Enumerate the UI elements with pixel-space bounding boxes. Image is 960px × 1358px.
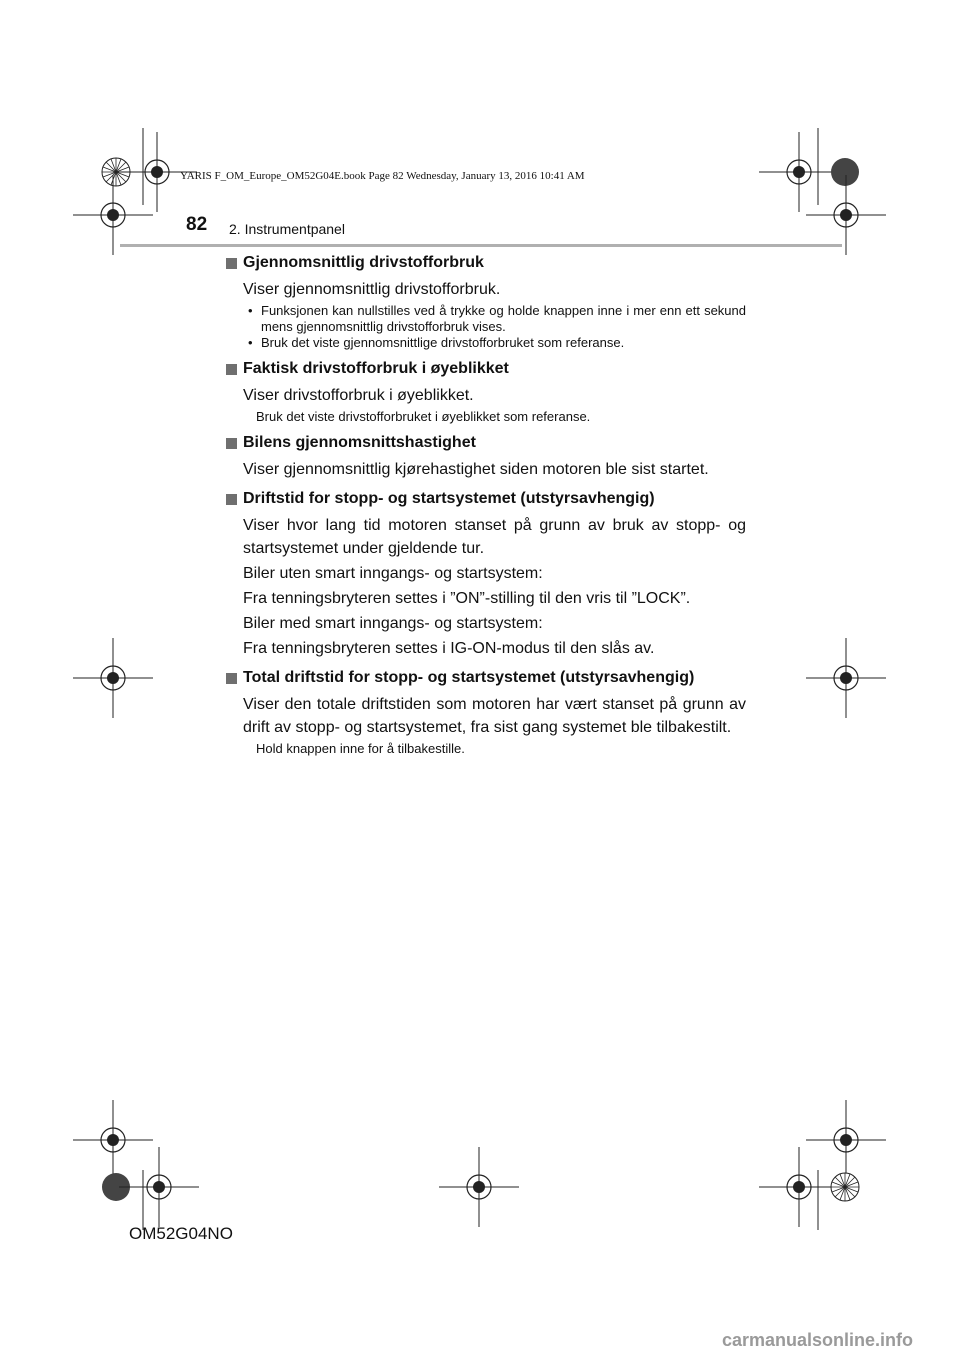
bullet-list: [243, 303, 746, 351]
square-bullet-icon: [226, 494, 237, 505]
section-title: Bilens gjennomsnittshastighet: [226, 432, 746, 454]
section-body: Viser den totale driftstiden som motoren har vært stanset på grunn av drift av stopp- og startsystemet, fra sist gang systemet ble tilbakestilt.: [243, 696, 746, 736]
square-bullet-icon: [226, 438, 237, 449]
section-body: Viser gjennomsnittlig drivstofforbruk.: [243, 281, 501, 298]
chapter-title: 2. Instrumentpanel: [229, 221, 345, 237]
section-body: Viser hvor lang tid motoren stanset på grunn av bruk av stopp- og startsystemet under gjeldende tur.: [243, 517, 746, 557]
section-title: Gjennomsnittlig drivstofforbruk: [226, 252, 746, 274]
section-body: Viser gjennomsnittlig kjørehastighet siden motoren ble sist startet.: [243, 461, 709, 478]
square-bullet-icon: [226, 673, 237, 684]
section-body: Biler med smart inngangs- og startsystem:: [243, 615, 543, 632]
section-body: Fra tenningsbryteren settes i IG-ON-modus til den slås av.: [243, 640, 655, 657]
watermark: carmanualsonline.info: [722, 1330, 914, 1350]
section: [226, 488, 746, 660]
square-bullet-icon: [226, 258, 237, 269]
main-content: [226, 252, 746, 764]
section-title: Total driftstid for stopp- og startsystemet (utstyrsavhengig): [226, 667, 746, 689]
section: [226, 432, 746, 481]
section: [226, 358, 746, 425]
section-title: Faktisk drivstofforbruk i øyeblikket: [226, 358, 746, 380]
section-title: Driftstid for stopp- og startsystemet (utstyrsavhengig): [226, 488, 746, 510]
page-number: 82: [186, 214, 208, 235]
section-note: Hold knappen inne for å tilbakestille.: [256, 741, 465, 756]
document-code: OM52G04NO: [129, 1224, 233, 1243]
section-body: Fra tenningsbryteren settes i ”ON”-stilling til den vris til ”LOCK”.: [243, 590, 691, 607]
print-header: YARIS F_OM_Europe_OM52G04E.book Page 82 Wednesday, January 13, 2016 10:41 AM: [180, 170, 585, 182]
bullet-item: • Bruk det viste gjennomsnittlige drivstofforbruket som referanse.: [243, 335, 746, 351]
bullet-item: • Funksjonen kan nullstilles ved å trykke og holde knappen inne i mer enn ett sekund mens gjennomsnittlig drivstofforbruk vises.: [243, 303, 746, 335]
section-body: Viser drivstofforbruk i øyeblikket.: [243, 387, 474, 404]
section-body: Biler uten smart inngangs- og startsystem:: [243, 565, 543, 582]
header-rule: [120, 244, 842, 247]
section: [226, 252, 746, 351]
square-bullet-icon: [226, 364, 237, 375]
section-note: Bruk det viste drivstofforbruket i øyeblikket som referanse.: [256, 409, 591, 424]
section: [226, 667, 746, 757]
